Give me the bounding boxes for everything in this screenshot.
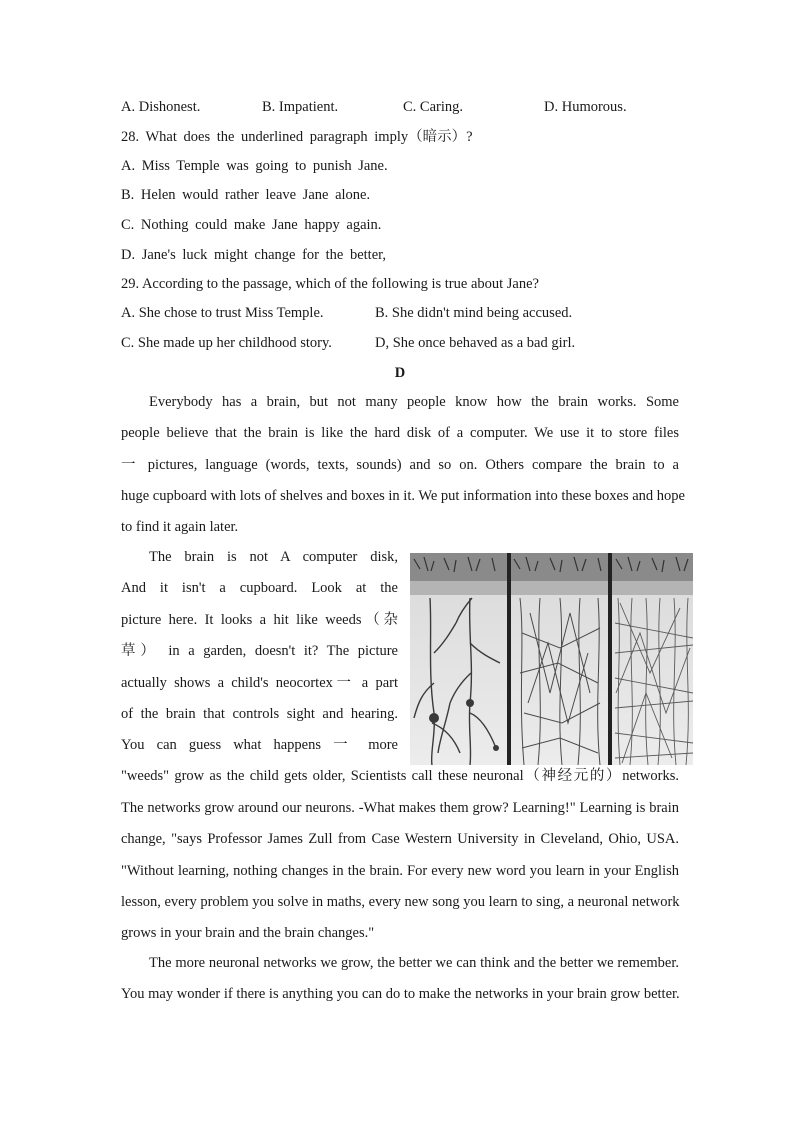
q27-option-d: D. Humorous.	[544, 99, 627, 115]
q29-stem: 29. According to the passage, which of the following is true about Jane?	[121, 276, 539, 292]
paragraph-line: picture here. It looks a hit like weeds（杂	[121, 612, 398, 628]
paragraph-line: You may wonder if there is anything you can do to make the networks in your brain grow better.	[121, 986, 680, 1002]
paragraph-line: "Without learning, nothing changes in the brain. For every new word you learn in your English	[121, 863, 679, 879]
q28-stem: 28. What does the underlined paragraph imply（暗示）?	[121, 129, 473, 145]
paragraph-line: of the brain that controls sight and hearing.	[121, 706, 398, 722]
paragraph-line: 草） in a garden, doesn't it? The picture	[121, 643, 398, 659]
paragraph-line: The brain is not A computer disk,	[149, 549, 398, 565]
paragraph-line: 一 pictures, language (words, texts, sounds) and so on. Others compare the brain to a	[121, 457, 679, 473]
paragraph-line: And it isn't a cupboard. Look at the	[121, 580, 398, 596]
q29-option-c: C. She made up her childhood story.	[121, 335, 332, 351]
section-heading: D	[394, 365, 406, 381]
q28-option-d: D. Jane's luck might change for the better,	[121, 247, 387, 263]
q28-option-c: C. Nothing could make Jane happy again.	[121, 217, 382, 233]
paragraph-line: change, "says Professor James Zull from Case Western University in Cleveland, Ohio, USA.	[121, 831, 679, 847]
paragraph-line: Everybody has a brain, but not many people know how the brain works. Some	[149, 394, 679, 410]
paragraph-line: grows in your brain and the brain changes."	[121, 925, 375, 941]
paragraph-line: huge cupboard with lots of shelves and boxes in it. We put information into these boxes and hope	[121, 488, 685, 504]
q27-option-c: C. Caring.	[403, 99, 464, 115]
paragraph-line: lesson, every problem you solve in maths, every new song you learn to sing, a neuronal network	[121, 894, 680, 910]
paragraph-line: You can guess what happens 一 more	[121, 737, 398, 753]
paragraph-line: The more neuronal networks we grow, the better we can think and the better we remember.	[149, 955, 679, 971]
paragraph-line: The networks grow around our neurons. -What makes them grow? Learning!" Learning is brain	[121, 800, 679, 816]
q27-option-b: B. Impatient.	[262, 99, 339, 115]
paragraph-line: "weeds" grow as the child gets older, Scientists call these neuronal（神经元的）networks.	[121, 768, 679, 784]
neocortex-network-image	[410, 553, 693, 765]
q29-option-a: A. She chose to trust Miss Temple.	[121, 305, 324, 321]
q29-option-d: D, She once behaved as a bad girl.	[375, 335, 576, 351]
q27-option-a: A. Dishonest.	[121, 99, 201, 115]
q28-option-a: A. Miss Temple was going to punish Jane.	[121, 158, 388, 174]
q28-option-b: B. Helen would rather leave Jane alone.	[121, 187, 371, 203]
paragraph-line: to find it again later.	[121, 519, 239, 535]
q29-option-b: B. She didn't mind being accused.	[375, 305, 573, 321]
paragraph-line: actually shows a child's neocortex一 a part	[121, 675, 398, 691]
paragraph-line: people believe that the brain is like the hard disk of a computer. We use it to store files	[121, 425, 679, 441]
